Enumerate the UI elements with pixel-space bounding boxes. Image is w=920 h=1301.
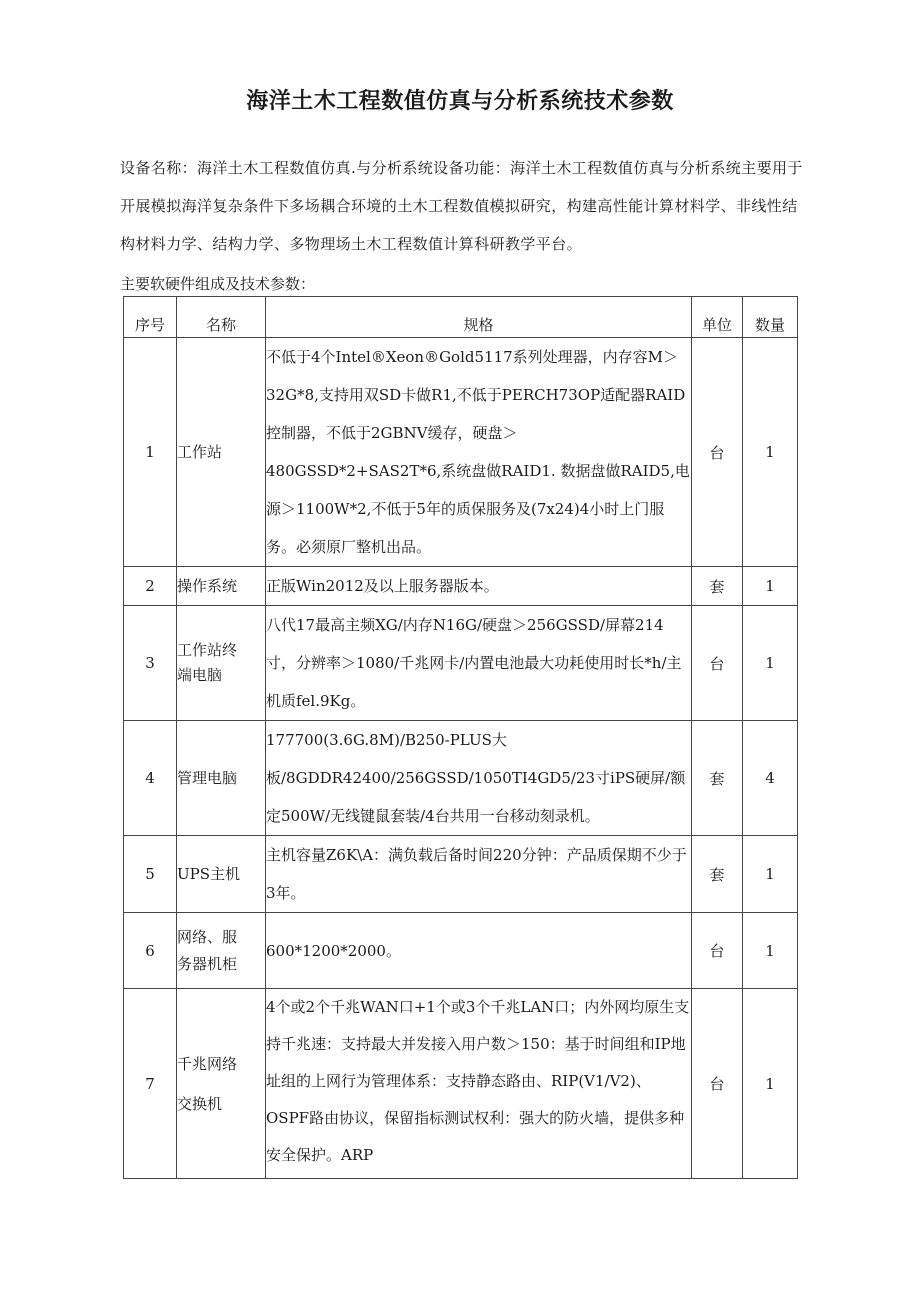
row-spec: 主机容量Z6K\A：满负载后备时间220分钟：产品质保期不少于3年。 <box>266 836 692 913</box>
row-name: 千兆网络交换机 <box>177 989 266 1179</box>
table-row <box>124 338 798 567</box>
row-name: 管理电脑 <box>177 721 266 836</box>
row-qty: 4 <box>743 721 798 836</box>
row-unit: 台 <box>692 913 743 989</box>
row-qty: 1 <box>743 989 798 1179</box>
row-unit: 套 <box>692 567 743 606</box>
header-spec: 规格 <box>266 297 692 338</box>
table-row <box>124 606 798 721</box>
row-spec: 八代17最高主频XG/内存N16G/硬盘＞256GSSD/屏幕214寸，分辨率＞1080/千兆网卡/内置电池最大功耗使用时长*h/主机质fel.9Kg。 <box>266 606 692 721</box>
row-spec: 不低于4个Intel®Xeon®Gold5117系列处理器，内存容M＞32G*8,支持用双SD卡做R1,不低于PERCH73OP适配器RAID控制器，不低于2GBNV缓存，硬盘＞480GSSD*2+SAS2T*6,系统盘做RAID1. 数据盘做RAID5,电源＞1100W*2,不低于5年的质保服务及(7x24)4小时上门服务。必须原厂整机出品。 <box>266 338 692 567</box>
table-row <box>124 913 798 989</box>
row-qty: 1 <box>743 338 798 567</box>
header-name: 名称 <box>177 297 266 338</box>
row-spec: 4个或2个千兆WAN口+1个或3个千兆LAN口；内外网均原生支持千兆速：支持最大并发接入用户数＞150：基于时间组和IP地址组的上网行为管理体系：支持静态路由、RIP(V1/V2)、OSPF路由协议，保留指标测试权利：强大的防火墙，提供多种安全保护。ARP <box>266 989 692 1179</box>
row-name: 网络、服务器机柜 <box>177 913 266 989</box>
row-index: 1 <box>124 338 177 567</box>
row-index: 6 <box>124 913 177 989</box>
table-header-row <box>124 297 798 338</box>
row-unit: 套 <box>692 836 743 913</box>
intro-paragraph: 设备名称：海洋土木工程数值仿真.与分析系统设备功能：海洋土木工程数值仿真与分析系统主要用于开展模拟海洋复杂条件下多场耦合环境的土木工程数值模拟研究，构建高性能计算材料学、非线性结构材料力学、结构力学、多物理场土木工程数值计算科研教学平台。 <box>120 159 803 253</box>
header-index: 序号 <box>124 297 177 338</box>
table-row <box>124 989 798 1179</box>
row-qty: 1 <box>743 606 798 721</box>
row-name: UPS主机 <box>177 836 266 913</box>
row-qty: 1 <box>743 567 798 606</box>
row-index: 4 <box>124 721 177 836</box>
row-qty: 1 <box>743 836 798 913</box>
row-index: 5 <box>124 836 177 913</box>
row-unit: 台 <box>692 338 743 567</box>
spec-table <box>123 296 798 1179</box>
row-name: 工作站终端电脑 <box>177 606 266 721</box>
row-unit: 台 <box>692 989 743 1179</box>
row-spec: 177700(3.6G.8M)/B250-PLUS大板/8GDDR42400/256GSSD/1050TI4GD5/23寸iPS硬屏/额定500W/无线键鼠套装/4台共用一台移动刻录机。 <box>266 721 692 836</box>
row-name: 工作站 <box>177 338 266 567</box>
table-caption: 主要软硬件组成及技术参数： <box>120 275 316 293</box>
row-unit: 套 <box>692 721 743 836</box>
row-index: 7 <box>124 989 177 1179</box>
row-spec: 600*1200*2000。 <box>266 913 692 989</box>
row-spec: 正版Win2012及以上服务器版本。 <box>266 567 692 606</box>
header-qty: 数量 <box>743 297 798 338</box>
row-name: 操作系统 <box>177 567 266 606</box>
row-qty: 1 <box>743 913 798 989</box>
row-unit: 台 <box>692 606 743 721</box>
row-index: 3 <box>124 606 177 721</box>
row-index: 2 <box>124 567 177 606</box>
page-title: 海洋土木工程数值仿真与分析系统技术参数 <box>246 89 674 114</box>
table-row <box>124 567 798 606</box>
header-unit: 单位 <box>692 297 743 338</box>
table-row <box>124 836 798 913</box>
table-row <box>124 721 798 836</box>
